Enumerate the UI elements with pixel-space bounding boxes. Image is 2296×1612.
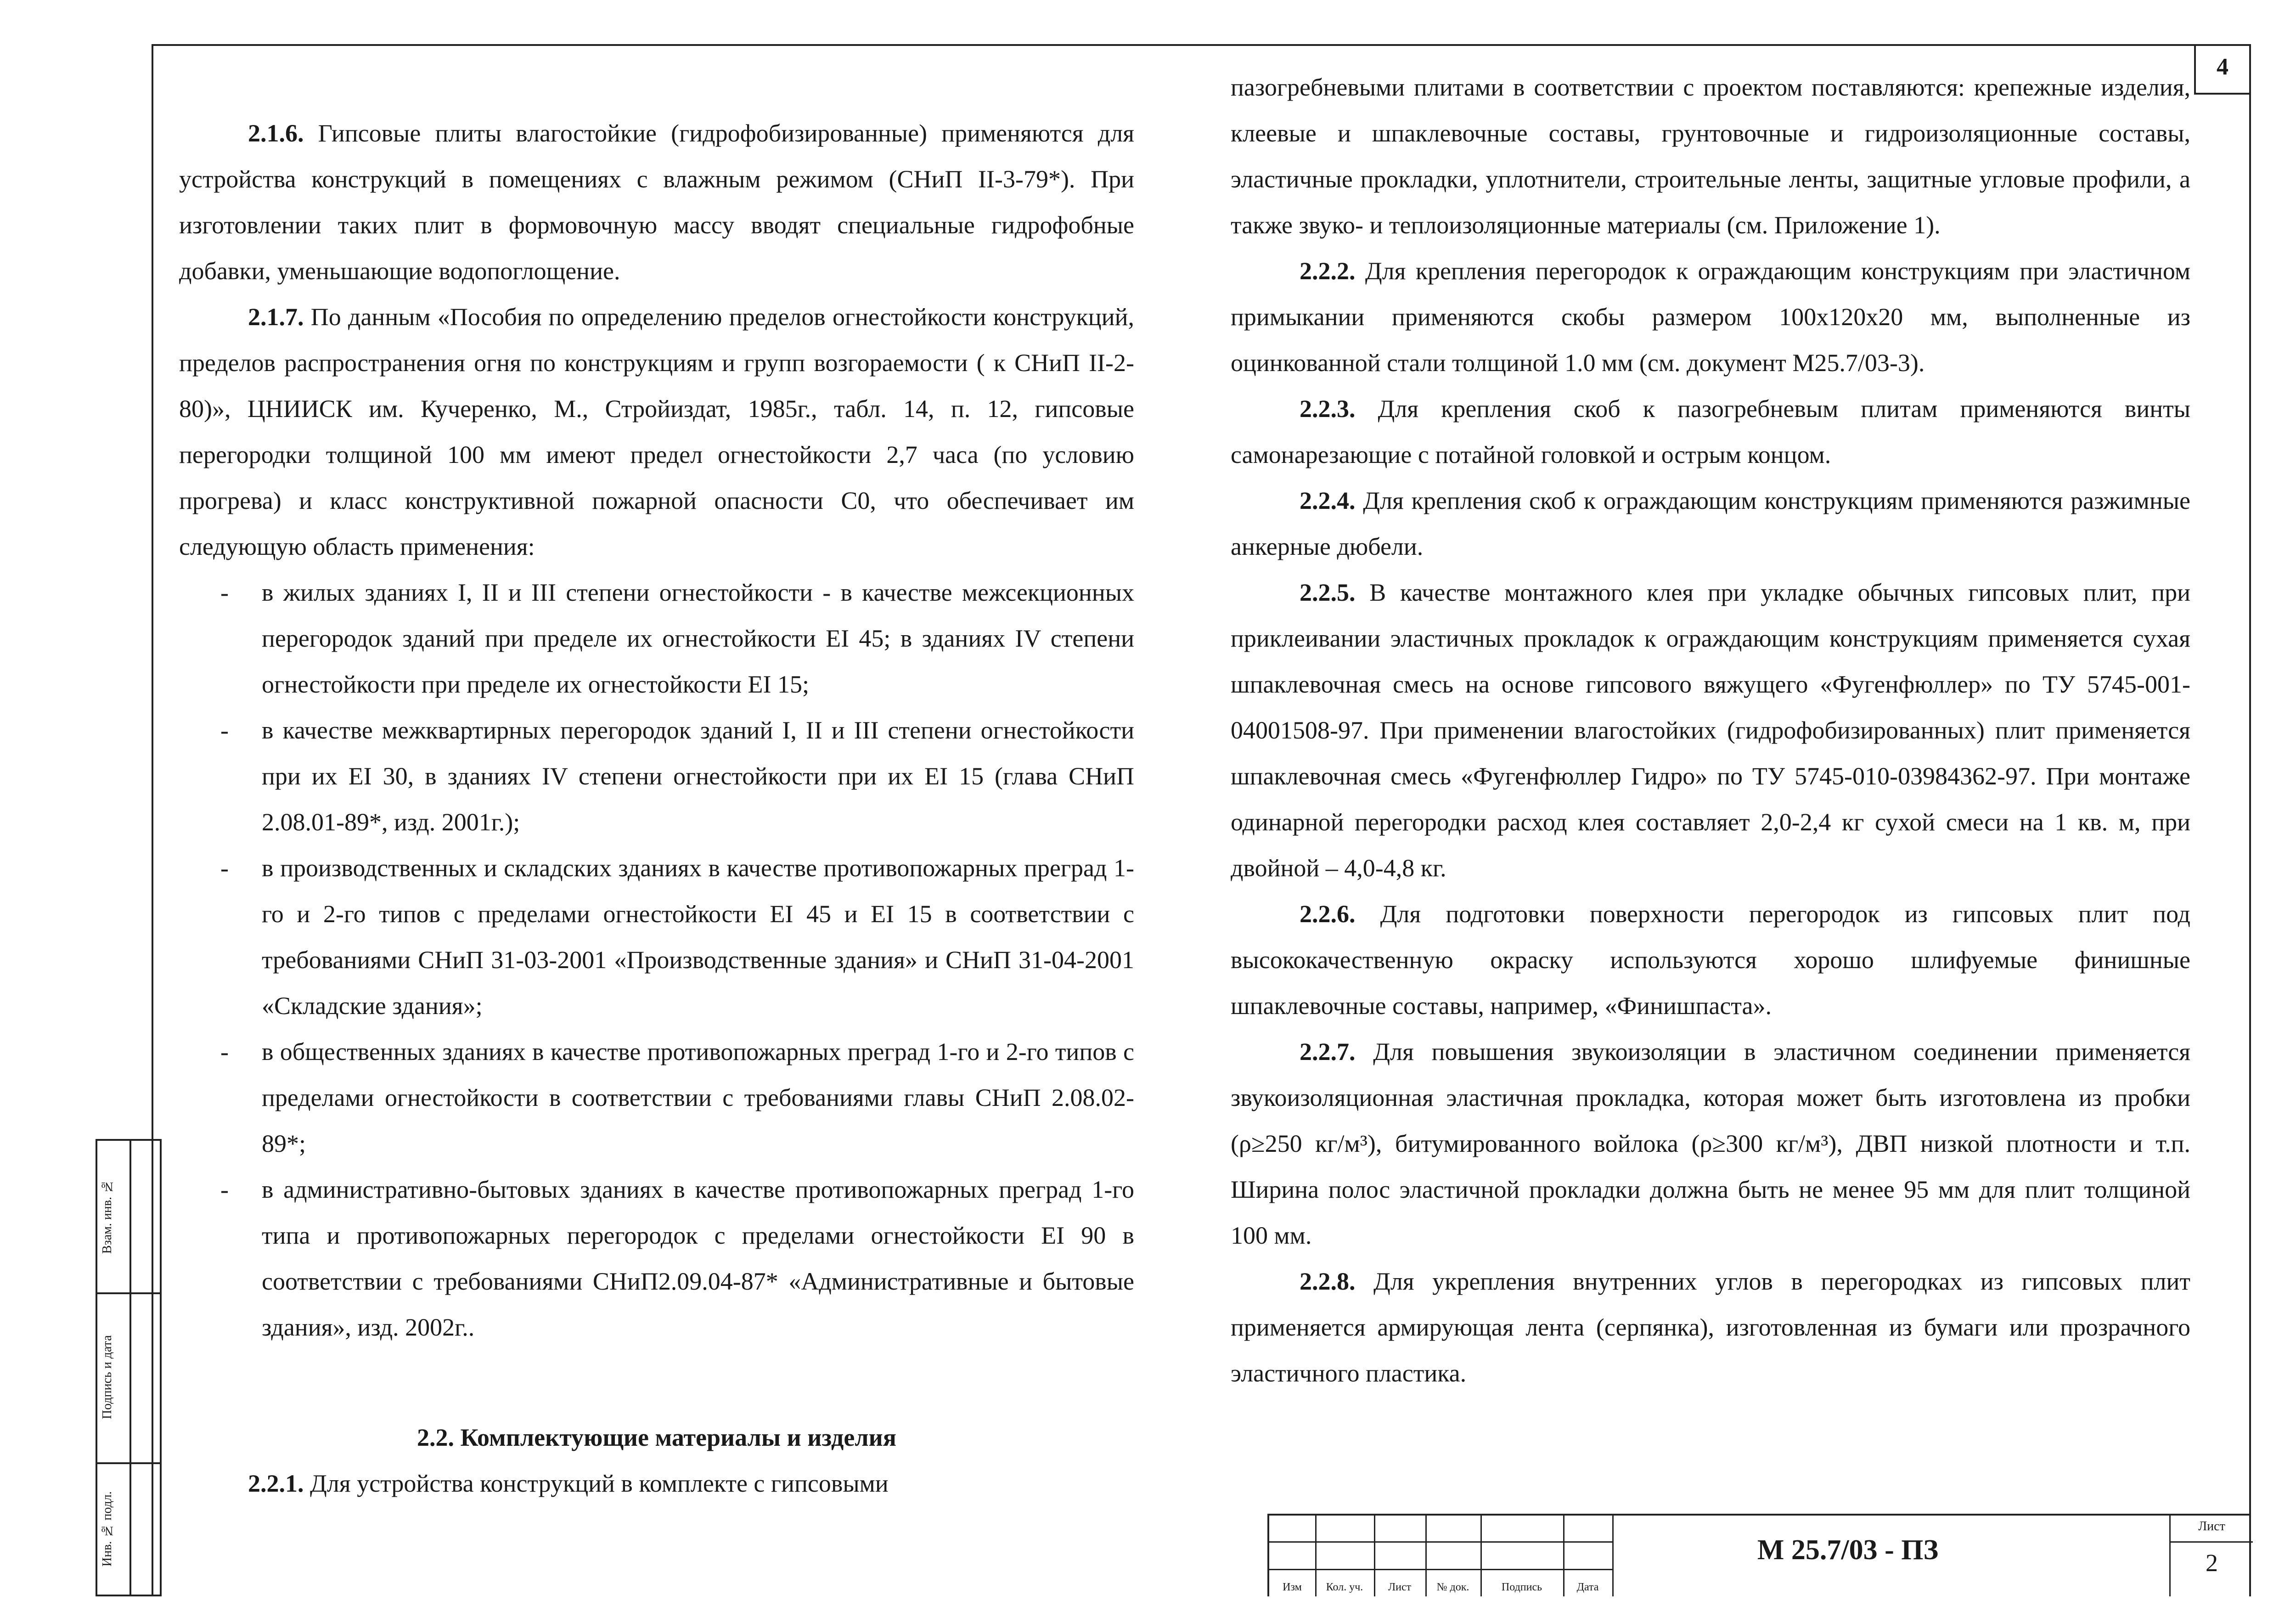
column-label-kol-uch: Кол. уч. xyxy=(1326,1581,1363,1593)
title-block xyxy=(1267,1514,2251,1596)
side-stamp-label: Взам. инв. № xyxy=(100,1179,114,1254)
right-column xyxy=(1231,64,2190,1396)
sheet-label: Лист xyxy=(2198,1519,2225,1533)
column-label-signature: Подпись xyxy=(1501,1581,1542,1593)
side-stamp xyxy=(96,1139,162,1596)
frame-right-border xyxy=(2249,44,2251,1596)
list-item: - в административно-бытовых зданиях в качестве противопожарных преград 1-го типа и противопожарных перегородок с пределами огнестойкости EI 90 в соответствии с требованиями СНиП2.09.04-87* «Административные и бытовые здания», изд. 2002г.. xyxy=(220,1176,1134,1341)
column-label-izm: Изм xyxy=(1283,1581,1302,1593)
sheet-divider xyxy=(2169,1541,2253,1543)
page-number: 4 xyxy=(2194,44,2249,95)
side-stamp-rule xyxy=(97,1292,160,1294)
paragraph-2-2-6: 2.2.6. Для подготовки поверхности перегородок из гипсовых плит под высококачественную окраску используются хорошо шлифуемые финишные шпаклевочные составы, например, «Финишпаста». xyxy=(1231,900,2190,1020)
list-item: - в общественных зданиях в качестве противопожарных преград 1-го и 2-го типов с пределами огнестойкости в соответствии с требованиями главы СНиП 2.08.02-89*; xyxy=(220,1038,1134,1157)
list-item: - в жилых зданиях I, II и III степени огнестойкости - в качестве межсекционных перегородок зданий при пределе их огнестойкости EI 45; в зданиях IV степени огнестойкости при пределе их огнестойкости EI 15; xyxy=(220,579,1134,698)
paragraph-2-2-5: 2.2.5. В качестве монтажного клея при укладке обычных гипсовых плит, при приклеивании эластичных прокладок к ограждающим конструкциям применяется сухая шпаклевочная смесь на основе гипсового вяжущего «Фугенфюллер» по ТУ 5745-001-04001508-97. При применении влагостойких (гидрофобизированных) плит применяется шпаклевочная смесь «Фугенфюллер Гидро» по ТУ 5745-010-03984362-97. При монтаже одинарной перегородки расход клея составляет 2,0-2,4 кг сухой смеси на 1 кв. м, при двойной – 4,0-4,8 кг. xyxy=(1231,579,2190,882)
paragraph-2-1-7: 2.1.7. По данным «Пособия по определению пределов огнестойкости конструкций, пределов распространения огня по конструкциям и групп возгораемости ( к СНиП II-2-80)», ЦНИИСК им. Кучеренко, М., Стройиздат, 1985г., табл. 14, п. 12, гипсовые перегородки толщиной 100 мм имеют предел огнестойкости 2,7 часа (по условию прогрева) и класс конструктивной пожарной опасности С0, что обеспечивает им следующую область применения: xyxy=(179,303,1134,560)
side-stamp-label: Подпись и дата xyxy=(100,1335,114,1420)
paragraph-2-2-7: 2.2.7. Для повышения звукоизоляции в эластичном соединении применяется звукоизоляционная эластичная прокладка, которая может быть изготовлена из пробки (ρ≥250 кг/м³), битумированного войлока (ρ≥300 кг/м³), ДВП низкой плотности и т.п. Ширина полос эластичной прокладки должна быть не менее 95 мм для плит толщиной 100 мм. xyxy=(1231,1038,2190,1249)
paragraph-2-2-3: 2.2.3. Для крепления скоб к пазогребневым плитам применяются винты самонарезающие с потайной головкой и острым концом. xyxy=(1231,395,2190,468)
list-item: - в производственных и складских зданиях в качестве противопожарных преград 1-го и 2-го типов с пределами огнестойкости EI 45 и EI 15 в соответствии с требованиями СНиП 31-03-2001 «Производственные здания» и СНиП 31-04-2001 «Складские здания»; xyxy=(220,854,1134,1020)
column-label-doc-num: № док. xyxy=(1436,1581,1469,1593)
column-label-date: Дата xyxy=(1576,1581,1599,1593)
document-code: М 25.7/03 - ПЗ xyxy=(1757,1534,1939,1566)
paragraph-2-1-6: 2.1.6. Гипсовые плиты влагостойкие (гидрофобизированные) применяются для устройства конструкций в помещениях с влажным режимом (СНиП II-3-79*). При изготовлении таких плит в формовочную массу вводят специальные гидрофобные добавки, уменьшающие водопоглощение. xyxy=(179,119,1134,285)
paragraph-2-2-1: 2.2.1. Для устройства конструкций в комплекте с гипсовыми xyxy=(248,1470,889,1497)
paragraph-2-2-2: 2.2.2. Для крепления перегородок к ограждающим конструкциям при эластичном примыкании применяются скобы размером 100х120х20 мм, выполненные из оцинкованной стали толщиной 1.0 мм (см. документ М25.7/03-3). xyxy=(1231,257,2190,377)
grid-line xyxy=(1612,1516,1614,1596)
frame-top-border xyxy=(152,44,2251,46)
left-column xyxy=(179,110,1134,1506)
grid-line xyxy=(1269,1541,1614,1543)
sheet-number: 2 xyxy=(2206,1549,2218,1577)
paragraph-2-2-8: 2.2.8. Для укрепления внутренних углов в перегородках из гипсовых плит применяется армирующая лента (серпянка), изготовленная из бумаги или прозрачного эластичного пластика. xyxy=(1231,1268,2190,1387)
paragraph-2-2-1-continued: пазогребневыми плитами в соответствии с проектом поставляются: крепежные изделия, клеевые и шпаклевочные составы, грунтовочные и гидроизоляционные составы, эластичные прокладки, уплотнители, строительные ленты, защитные угловые профили, а также звуко- и теплоизоляционные материалы (см. Приложение 1). xyxy=(1231,73,2190,239)
paragraph-2-2-4: 2.2.4. Для крепления скоб к ограждающим конструкциям применяются разжимные анкерные дюбели. xyxy=(1231,487,2190,560)
title-block-grid xyxy=(1269,1516,1614,1596)
grid-line xyxy=(1269,1569,1614,1570)
side-stamp-label: Инв. № подл. xyxy=(100,1491,114,1567)
list-item: - в качестве межквартирных перегородок зданий I, II и III степени огнестойкости при их EI 30, в зданиях IV степени огнестойкости при их EI 15 (глава СНиП 2.08.01-89*, изд. 2001г.); xyxy=(220,716,1134,836)
section-heading: 2.2. Комплектующие материалы и изделия xyxy=(417,1424,896,1451)
side-stamp-rule xyxy=(97,1462,160,1464)
side-stamp-divider xyxy=(129,1141,131,1595)
column-label-list: Лист xyxy=(1388,1581,1412,1593)
